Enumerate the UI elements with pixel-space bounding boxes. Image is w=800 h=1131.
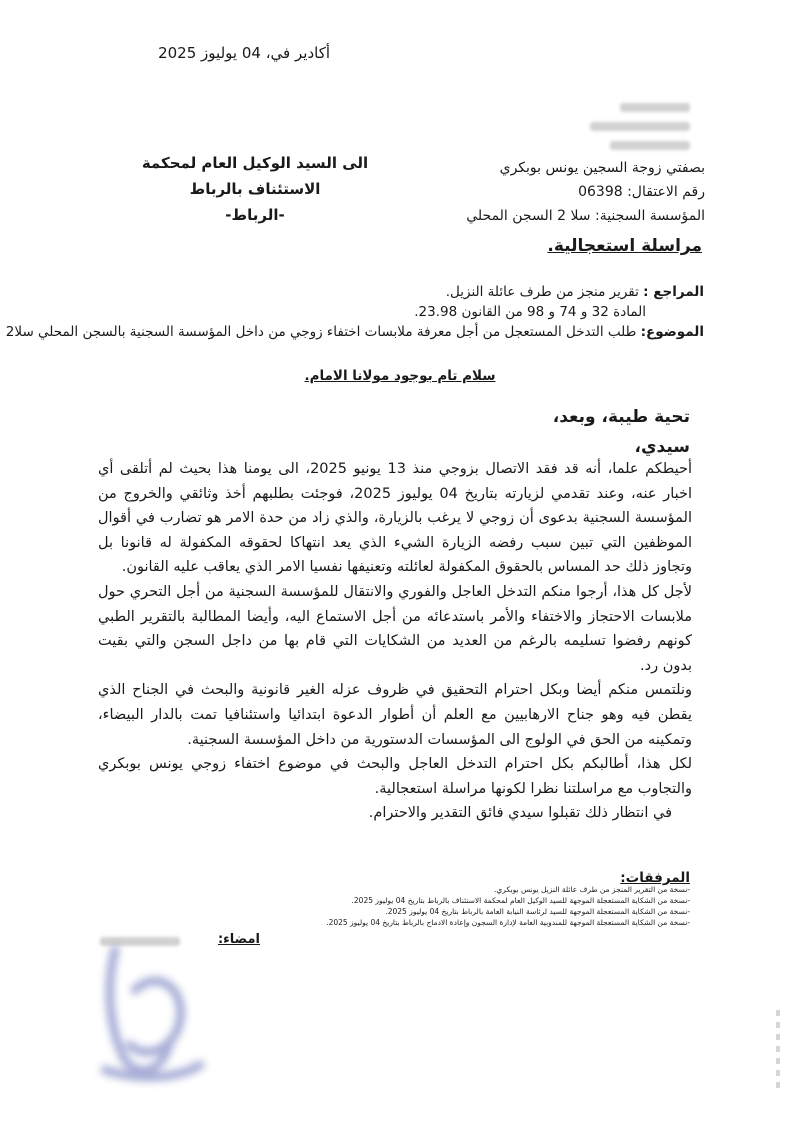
attachment-item: -نسخة من الشكاية المستعجلة الموجهة للسيد لرئاسة النيابة العامة بالرباط بتاريخ 04 يوليوز 2025. <box>385 907 690 916</box>
attachments-title: المرفقات: <box>620 870 690 886</box>
recipient-block <box>120 150 390 228</box>
letter-body <box>98 457 692 826</box>
topic-text: طلب التدخل المستعجل من أجل معرفة ملابسات اختفاء زوجي من داخل المؤسسة السجنية بالسجن المحلي سلا2 <box>5 324 637 340</box>
blurred-signature-icon <box>85 930 220 1090</box>
body-paragraph-2: لأجل كل هذا، أرجوا منكم التدخل العاجل والفوري والانتقال للمؤسسة السجنية من أجل التحري حول ملابسات الاحتجاز والاختفاء والأمر باستدعائه من أجل الاستماع اليه، وأيضا المطالبة بالتقرير الطبي كونهم رفضوا تسليمه بالرغم من العديد من الشكايات التي قام بها من داجل السجن والتي بقيت بدون رد. <box>98 583 692 674</box>
reference-line-1 <box>90 282 704 302</box>
attachment-item: -نسخة من الشكاية المستعجلة الموجهة للمندوبية العامة لإدارة السجون وإعادة الادماج بالرباط بتاريخ 04 يوليوز 2025. <box>326 918 690 927</box>
reference-2: المادة 32 و 74 و 98 من القانون 23.98. <box>414 304 646 320</box>
salutation-block <box>420 402 690 462</box>
redacted-sender-name <box>620 103 690 112</box>
attachment-item: -نسخة من التقرير المنجز من طرف عائلة النزيل يونس بوبكري. <box>494 885 690 894</box>
salutation-line-1: تحية طيبة، وبعد، <box>552 407 690 427</box>
attachments-list <box>160 884 690 928</box>
salutation-line-2: سيدي، <box>634 437 690 457</box>
reference-1: تقرير منجز من طرف عائلة النزيل. <box>445 284 639 300</box>
recipient-line-title: الى السيد الوكيل العام لمحكمة الاستئناف بالرباط <box>141 154 369 198</box>
body-paragraph-3: ونلتمس منكم أيضا وبكل احترام التحقيق في ظروف عزله الغير قانونية والبحث في الجناح الذي يقطن فيه وهو جناح الارهابيين مع العلم أن أطوار الدعوة ابتدائيا واستئنافيا تمت بالدار البيضاء، وتمكينه من الحق في الولوج الى المؤسسات الدستورية من داخل المؤسسة السجنية. <box>98 682 692 748</box>
subject-title: مراسلة استعجالية. <box>547 236 702 256</box>
reference-line-2 <box>90 302 704 322</box>
sender-line-status: بصفتي زوجة السجين يونس بوبكري <box>499 160 705 176</box>
letter-date: أكادير في، 04 يوليوز 2025 <box>158 44 330 62</box>
body-paragraph-5: في انتظار ذلك تقبلوا سيدي فائق التقدير والاحترام. <box>368 805 672 822</box>
sender-line-detention-number: رقم الاعتقال: 06398 <box>578 184 705 200</box>
sender-block <box>466 156 705 228</box>
redacted-sender-address <box>610 141 690 150</box>
greeting-line: سلام تام بوجود مولانا الامام. <box>304 368 496 384</box>
scan-edge-mark <box>776 1010 780 1090</box>
references-label: المراجع : <box>643 284 704 300</box>
topic-line <box>5 322 704 342</box>
redacted-sender-id <box>590 122 690 131</box>
topic-label: الموضوع: <box>640 324 704 340</box>
sender-line-institution: المؤسسة السجنية: سلا 2 السجن المحلي <box>466 208 705 224</box>
recipient-line-city: -الرباط- <box>225 206 285 224</box>
attachment-item: -نسخة من الشكاية المستعجلة الموجهة للسيد الوكيل العام لمحكمة الاستئناف بالرباط بتاريخ 04 يوليوز 2025. <box>351 896 690 905</box>
body-paragraph-4: لكل هذا، أطالبكم بكل احترام التدخل العاجل والبحث في موضوع اختفاء زوجي يونس بوبكري والتجاوب مع مراسلتنا نظرا لكونها مراسلة استعجالية. <box>98 756 692 797</box>
signature-label: امضاء: <box>217 932 260 947</box>
body-paragraph-1: أحيطكم علما، أنه قد فقد الاتصال بزوجي منذ 13 يونيو 2025، الى يومنا هذا بحيث لم أتلقى أي اخبار عنه، وعند تقدمي لزيارته بتاريخ 04 يوليوز 2025، فوجئت بطلبهم أخذ وثائقي والخروج من المؤسسة السجنية بدعوى أن زوجي لا يرغب بالزيارة، والذي زاد من حدة الامر هو تضارب في أقوال الموظفين التي تبين سبب رفضه الزيارة الشيء الذي يعد انتهاكا لحقوقه المكفولة له قانونا بل وتجاوز ذلك حد المساس بالحقوق المكفولة لعائلته وتعنيفها نفسيا الامر الذي يعاقب عليه القانون. <box>98 461 693 576</box>
references-block <box>5 282 704 342</box>
